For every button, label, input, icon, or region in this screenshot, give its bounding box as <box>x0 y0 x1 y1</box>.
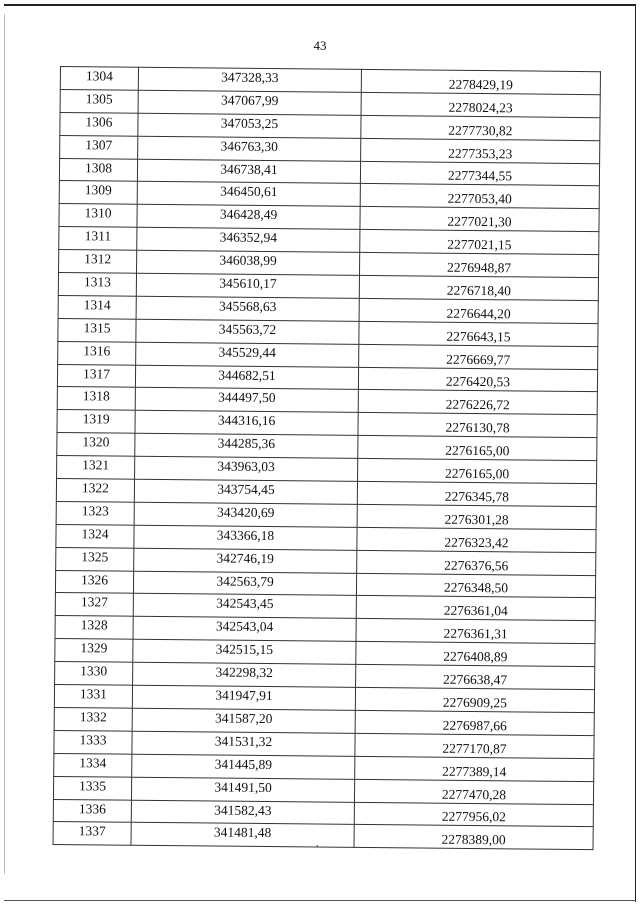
y-coordinate-cell: 2276301,28 <box>357 504 596 529</box>
point-number-cell: 1324 <box>56 524 134 548</box>
point-number-cell: 1309 <box>59 181 137 205</box>
x-coordinate-cell: 343366,18 <box>134 525 357 550</box>
y-coordinate-cell: 2277730,82 <box>361 115 600 140</box>
x-coordinate-cell: 342298,32 <box>133 662 356 687</box>
x-coordinate-cell: 344316,16 <box>135 411 358 436</box>
y-coordinate-cell: 2276408,89 <box>356 642 595 667</box>
x-coordinate-cell: 347067,99 <box>138 90 361 115</box>
x-coordinate-cell: 345610,17 <box>136 273 359 298</box>
x-coordinate-cell: 341491,50 <box>131 777 354 802</box>
point-number-cell: 1323 <box>56 501 134 525</box>
x-coordinate-cell: 341582,43 <box>131 800 354 825</box>
x-coordinate-cell: 341481,48 <box>131 823 354 848</box>
point-number-cell: 1333 <box>54 730 132 754</box>
point-number-cell: 1315 <box>58 318 136 342</box>
point-number-cell: 1316 <box>58 341 136 365</box>
x-coordinate-cell: 341947,91 <box>132 685 355 710</box>
x-coordinate-cell: 341587,20 <box>132 708 355 733</box>
point-number-cell: 1308 <box>59 158 137 182</box>
coordinates-table <box>53 66 601 850</box>
y-coordinate-cell: 2276909,25 <box>355 687 594 712</box>
point-number-cell: 1307 <box>60 135 138 159</box>
y-coordinate-cell: 2277353,23 <box>361 138 600 163</box>
x-coordinate-cell: 342515,15 <box>133 639 356 664</box>
x-coordinate-cell: 345568,63 <box>136 296 359 321</box>
page-frame-right <box>635 4 637 902</box>
y-coordinate-cell: 2276376,56 <box>357 550 596 575</box>
point-number-cell: 1330 <box>55 662 133 686</box>
point-number-cell: 1329 <box>55 639 133 663</box>
y-coordinate-cell: 2276718,40 <box>359 275 598 300</box>
x-coordinate-cell: 346763,30 <box>138 136 361 161</box>
y-coordinate-cell: 2276165,00 <box>358 436 597 461</box>
point-number-cell: 1305 <box>60 89 138 113</box>
x-coordinate-cell: 342543,04 <box>133 617 356 642</box>
point-number-cell: 1337 <box>53 822 131 846</box>
y-coordinate-cell: 2278429,19 <box>361 69 600 94</box>
point-number-cell: 1314 <box>58 295 136 319</box>
point-number-cell: 1334 <box>54 753 132 777</box>
y-coordinate-cell: 2276348,50 <box>356 573 595 598</box>
y-coordinate-cell: 2276643,15 <box>359 321 598 346</box>
page-frame-top <box>4 4 636 6</box>
x-coordinate-cell: 346738,41 <box>137 159 360 184</box>
x-coordinate-cell: 344285,36 <box>135 433 358 458</box>
x-coordinate-cell: 345563,72 <box>136 319 359 344</box>
x-coordinate-cell: 341531,32 <box>132 731 355 756</box>
y-coordinate-cell: 2276361,31 <box>356 619 595 644</box>
x-coordinate-cell: 346352,94 <box>137 227 360 252</box>
point-number-cell: 1322 <box>56 479 134 503</box>
y-coordinate-cell: 2277470,28 <box>354 779 593 804</box>
scan-speck: , <box>316 838 319 849</box>
point-number-cell: 1336 <box>53 799 131 823</box>
y-coordinate-cell: 2276226,72 <box>358 390 597 415</box>
page-frame-bottom <box>4 900 636 902</box>
y-coordinate-cell: 2276987,66 <box>355 710 594 735</box>
point-number-cell: 1327 <box>55 593 133 617</box>
coordinates-table-body <box>53 67 600 850</box>
x-coordinate-cell: 346038,99 <box>137 250 360 275</box>
x-coordinate-cell: 347053,25 <box>138 113 361 138</box>
y-coordinate-cell: 2278024,23 <box>361 92 600 117</box>
y-coordinate-cell: 2276638,47 <box>356 665 595 690</box>
point-number-cell: 1321 <box>57 456 135 480</box>
x-coordinate-cell: 343963,03 <box>135 456 358 481</box>
point-number-cell: 1332 <box>54 707 132 731</box>
point-number-cell: 1331 <box>54 685 132 709</box>
point-number-cell: 1326 <box>55 570 133 594</box>
x-coordinate-cell: 342563,79 <box>133 571 356 596</box>
y-coordinate-cell: 2277170,87 <box>355 733 594 758</box>
page-frame-left <box>4 14 5 874</box>
x-coordinate-cell: 346428,49 <box>137 205 360 230</box>
x-coordinate-cell: 342746,19 <box>134 548 357 573</box>
y-coordinate-cell: 2277344,55 <box>360 161 599 186</box>
point-number-cell: 1328 <box>55 616 133 640</box>
x-coordinate-cell: 343420,69 <box>134 502 357 527</box>
point-number-cell: 1335 <box>53 776 131 800</box>
x-coordinate-cell: 347328,33 <box>138 67 361 92</box>
y-coordinate-cell: 2276644,20 <box>359 298 598 323</box>
y-coordinate-cell: 2276361,04 <box>356 596 595 621</box>
point-number-cell: 1312 <box>59 250 137 274</box>
y-coordinate-cell: 2276345,78 <box>357 481 596 506</box>
x-coordinate-cell: 341445,89 <box>132 754 355 779</box>
y-coordinate-cell: 2277389,14 <box>355 756 594 781</box>
point-number-cell: 1310 <box>59 204 137 228</box>
point-number-cell: 1325 <box>56 547 134 571</box>
y-coordinate-cell: 2276420,53 <box>358 367 597 392</box>
table-row <box>53 822 593 850</box>
y-coordinate-cell: 2277956,02 <box>354 802 593 827</box>
point-number-cell: 1319 <box>57 410 135 434</box>
y-coordinate-cell: 2276165,00 <box>358 459 597 484</box>
y-coordinate-cell: 2278389,00 <box>354 825 593 850</box>
x-coordinate-cell: 344497,50 <box>135 388 358 413</box>
x-coordinate-cell: 343754,45 <box>134 479 357 504</box>
y-coordinate-cell: 2277021,15 <box>360 230 599 255</box>
point-number-cell: 1304 <box>60 67 138 91</box>
coordinates-table-container <box>53 66 600 850</box>
x-coordinate-cell: 344682,51 <box>135 365 358 390</box>
y-coordinate-cell: 2276130,78 <box>358 413 597 438</box>
y-coordinate-cell: 2277021,30 <box>360 207 599 232</box>
y-coordinate-cell: 2276323,42 <box>357 527 596 552</box>
point-number-cell: 1317 <box>57 364 135 388</box>
point-number-cell: 1306 <box>60 112 138 136</box>
page-number: 43 <box>313 38 327 53</box>
point-number-cell: 1320 <box>57 433 135 457</box>
y-coordinate-cell: 2277053,40 <box>360 184 599 209</box>
point-number-cell: 1313 <box>58 273 136 297</box>
x-coordinate-cell: 345529,44 <box>136 342 359 367</box>
y-coordinate-cell: 2276669,77 <box>359 344 598 369</box>
y-coordinate-cell: 2276948,87 <box>360 253 599 278</box>
point-number-cell: 1311 <box>59 227 137 251</box>
x-coordinate-cell: 342543,45 <box>133 594 356 619</box>
point-number-cell: 1318 <box>57 387 135 411</box>
x-coordinate-cell: 346450,61 <box>137 182 360 207</box>
